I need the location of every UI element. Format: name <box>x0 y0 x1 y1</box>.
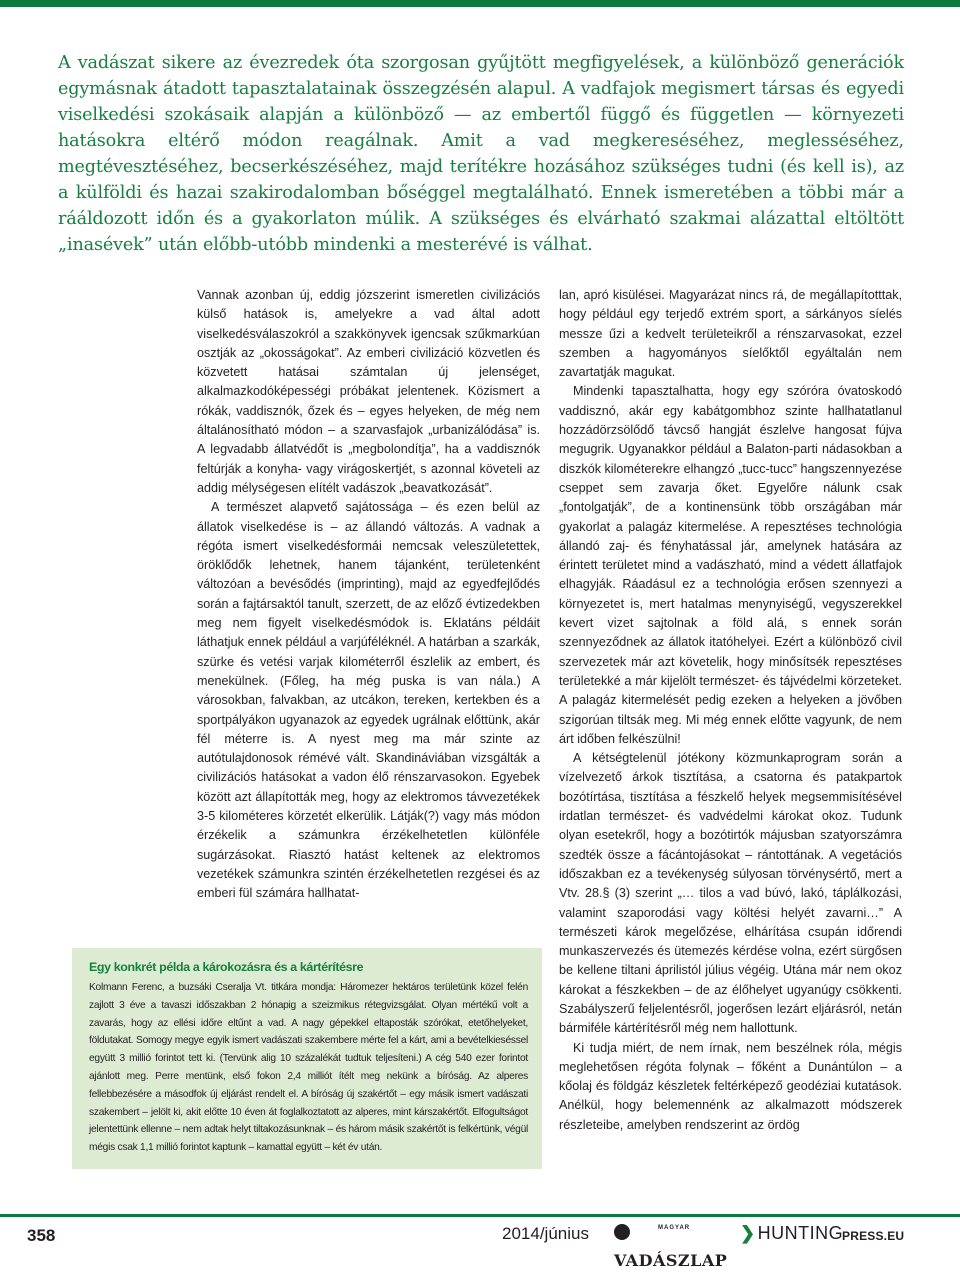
body-column-left <box>197 286 540 904</box>
body-paragraph: Vannak azonban új, eddig józszerint ismeretlen civilizációs külső hatások is, amelyekre a vad által adott viselkedésválaszokról a szakkönyvek igencsak szűkmarkúan osztják az „okosságokat”. Az emberi civilizáció közvetlen és közvetett hatásai számtalan új jelenséget, alkalmazkodóképességi próbákat jelentenek. Közismert a rókák, vaddisznók, őzek és – egyes helyeken, de még nem általánosítható módon – a szarvasfajok „urbanizálódása” is. A legvadabb állatvédőt is „megbolondítja”, ha a vaddisznók feltúrják a konyha- vagy virágoskertjét, s azonnal követeli az addig mélységesen elítélt vadászok „beavatkozását”. <box>197 288 540 495</box>
body-paragraph: Mindenki tapasztalhatta, hogy egy szóróra óvatoskodó vaddisznó, akár egy kabátgombhoz szinte hallhatatlanul hozzádörzsölődő távcső hangját észlelve hangosat fújva megugrik. Ugyanakkor például a Balaton-parti nádasokban a diszkók kilométerekre elhangzó „tucc-tucc” hangszennyezése cseppet sem zavarja őket. Egyelőre nálunk csak „fontolgatják”, de a kontinensünk több országában már gyakorlat a palagáz kitermelése. A repesztéses technológia állandó zaj- és fényhatással jár, amelynek hatására az érintett területet mind a vadászható, mind a védett állatfajok elhagyják. Ráadásul ez a technológia erősen szennyezi a környezetet is, mert hatalmas menynyiségű, vegyszerekkel kevert vizet sajtolnak a föld alá, s ennek során szennyeződnek az állatok itatóhelyei. Ezért a különböző civil szervezetek már azt követelik, hogy minősítsék repesztéses területekké a már kijelölt természet- és tájvédelmi körzeteket. A palagáz kitermelését pedig ezeken a helyeken a jövőben szigorúan tiltsák meg. Mi még ennek előtte vagyunk, de nem árt időben felkészülni! <box>559 384 902 746</box>
lead-paragraph: A vadászat sikere az évezredek óta szorgosan gyűjtött megfigyelések, a különböző generációk egymásnak átadott tapasztalatainak összegzésén alapul. A vadfajok megismert társas és egyedi viselkedési szokásaik alapján a különböző — az embertől függő és független — környezeti hatásokra eltérő módon reagálnak. Amit a vad megkereséséhez, meglesséséhez, megtévesztéséhez, becserkészéséhez, majd terítékre hozásához szükséges tudni (és kell is), az a külföldi és hazai szakirodalomban bőséggel megtalálható. Ennek ismeretében a többi már a rááldozott időn és a gyakorlaton múlik. A szükséges és elvárható szakmai alázattal eltöltött „inasévek” után előbb-utóbb mindenki a mesterévé is válhat. <box>58 53 904 255</box>
sidebar-box-text: Kolmann Ferenc, a buzsáki Cseralja Vt. titkára mondja: Háromezer hektáros területünk közel felén zajlott 3 éve a tavaszi időszakban 2 hónapig a szeizmikus rétegvizsgálat. Olyan mértékű volt a zavarás, hogy az ellési időre eltűnt a vad. A nagy gépekkel eltaposták szórókat, etetőhelyeket, földutakat. Somogy megye egyik ismert vadászati szakembere mérte fel a kárt, ami a bevételkieséssel együtt 3 millió forintot tett ki. (Tervünk alig 10 százalékát tudtuk teljesíteni.) A cég 540 ezer forintot ajánlott meg. Perre mentünk, első fokon 2,4 milliót ítélt meg nekünk a bíróság. Az alperes fellebbezésére a másodfok új eljárást rendelt el. A bíróság új szakértőt – egy másik ismert vadászati szakembert – jelölt ki, akit előtte 10 éven át foglalkoztatott az alperes, mint kárszakértőt. Elfogultságot jelentettünk ellenne – nem adtak helyt tiltakozásunknak – és három másik szakértőt is felkértünk, végül mégis csak 1,1 millió forintot kaptunk – kamattal együtt – két év után. <box>89 982 528 1154</box>
footer-rule <box>0 1214 960 1217</box>
magazine-logo <box>614 1219 730 1270</box>
body-paragraph: A természet alapvető sajátossága – és ezen belül az állatok viselkedése is – az állandó változás. A vadnak a régóta ismert viselkedésformái nemcsak veleszületettek, öröklődők lehetnek, hanem tájanként, területenként változóan a bevésődés (imprinting), majd az egyedfejlődés során a fajtársaktól tanult, szerzett, de az előző évtizedekben meg nem figyelt viselkedésmódok is. Eklatáns példáit láthatjuk ennek például a varjúféléknél. A határban a szarkák, szürke és vetési varjak kilométerről észlelik az embert, és menekülnek. (Főleg, ha még puska is van nála.) A városokban, falvakban, az utcákon, tereken, kertekben és a sportpályákon ugyanazok az egyedek ugrálnak előttünk, akár fél méterre is. A nyest meg ma már szinte az autótulajdonosok rémévé vált. Skandináviában vizsgálták a civilizációs hatásokat a vadon élő rénszarvasokon. Egyebek között azt állapították meg, hogy az elektromos távvezetékek 3-5 kilométeres körzetét elkerülik. Látják(?) vagy más módon érzékelik a számunkra érzékelhetetlen különféle sugárzásokat. Riasztó hatást keltenek az elektromos vezetékek számunkra szintén érzékelhetetlen rezgései és az emberi fül számára hallhatat- <box>197 500 540 901</box>
body-column-right <box>559 286 902 1135</box>
partner-logo-text: HUNTING <box>757 1223 844 1243</box>
sidebar-box-title: Egy konkrét példa a károkozásra és a kártérítésre <box>89 960 364 974</box>
chevron-icon: ❯ <box>740 1223 756 1243</box>
partner-suffix: PRESS.EU <box>842 1229 905 1243</box>
deer-seal-icon <box>614 1224 630 1240</box>
body-paragraph: lan, apró kisülései. Magyarázat nincs rá, de megállapítotttak, hogy például egy terjedő extrém sport, a sárkányos síelés messze űzi a kedvelt területeikről a rénszarvasokat, ezzel szemben a hagyományos síelőktől egyáltalán nem zavartatják magukat. <box>559 288 902 380</box>
sidebar-box <box>72 948 542 1169</box>
issue-date: 2014/június <box>502 1224 589 1243</box>
magazine-logo-small-text: MAGYAR <box>658 1225 691 1231</box>
body-paragraph: A kétségtelenül jótékony közmunkaprogram során a vízelvezető árkok tisztítása, a csatorna és patakpartok bozótírtása, tisztítása a fészkelő helyek megsemmisítésével irdatlan természet- és vadvédelmi károkat okoz. Tudunk olyan esetekről, hogy a bozótirtók májusban szatyorszámra szedték össze a fácántojásokat – rántottának. A vegetációs időszakban ez a tevékenység súlyosan törvénysértő, mert a Vtv. 28.§ (3) szerint „… tilos a vad búvó, lakó, táplálkozási, valamint szaporodási vagy költési helyét zavarni…” A természeti károk megelőzése, elhárítása csupán időrendi munkaszervezés és ütemezés kérdése volna, ezért sürgősen be kellene tiltani áprilistól július végéig. Utána már nem okoz károkat a fészkekben – de az élőhelyet ugyanúgy csökkenti. Szabályszerű feljelentésről, jogerősen lezárt eljárásról, netán bármiféle kártérítésről még nem hallottunk. <box>559 751 902 1036</box>
top-rule <box>0 0 960 7</box>
page-number: 358 <box>27 1226 56 1245</box>
body-paragraph: Ki tudja miért, de nem írnak, nem beszélnek róla, mégis meglehetősen régóta folynak – főként a Dunántúlon – a kőolaj és földgáz készletek feltérképező geodéziai kutatások. Anélkül, hogy belemennénk az alkalmazott módszerek részleteibe, amelyben rendszerint az ördög <box>559 1040 902 1132</box>
magazine-logo-text: VADÁSZLAP <box>614 1251 728 1270</box>
